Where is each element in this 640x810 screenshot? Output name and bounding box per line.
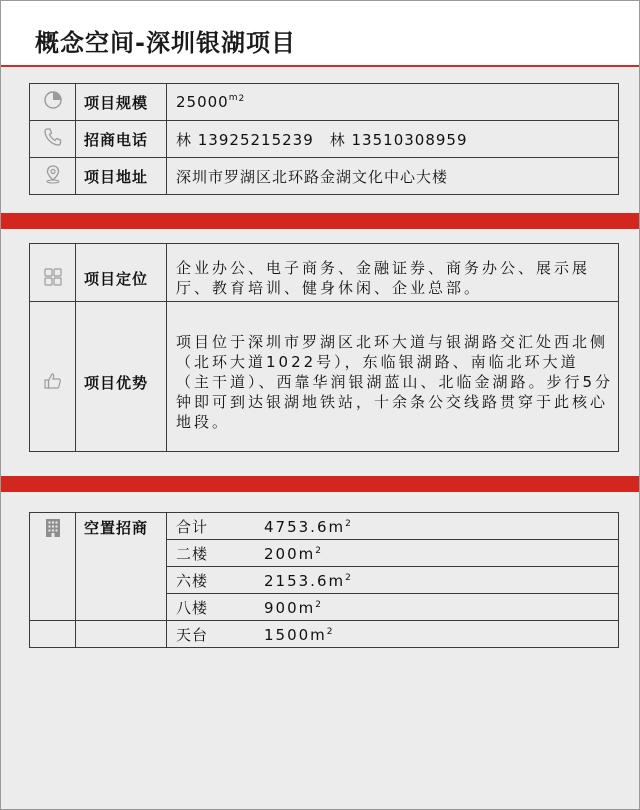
vacancy-table	[29, 512, 619, 648]
red-band	[1, 213, 639, 229]
phone-icon	[43, 127, 63, 147]
page-title: 概念空间-深圳银湖项目	[35, 29, 296, 57]
vacancy-row-2f: 二楼 $200m^2$	[167, 540, 619, 567]
address-label: 项目地址	[76, 158, 167, 195]
location-pin-icon	[43, 164, 63, 184]
basic-info-section	[1, 69, 639, 213]
basic-info-table	[29, 83, 619, 195]
header	[1, 1, 639, 65]
address-value: 深圳市罗湖区北环路金湖文化中心大楼	[167, 158, 619, 195]
advantage-value: 项目位于深圳市罗湖区北环大道与银湖路交汇处西北侧（北环大道1022号），东临银湖路、南临北环大道（主干道）、西靠华润银湖蓝山、北临金湖路。步行5分钟即可到达银湖地铁站，十余条公交线路贯穿于此核心地段。	[167, 302, 619, 452]
table-row	[30, 244, 619, 302]
phone-label: 招商电话	[76, 121, 167, 158]
vacancy-section	[1, 492, 639, 809]
description-section	[1, 229, 639, 476]
vacancy-row-total: 合计 $4753.6m^2$	[167, 513, 619, 540]
table-row	[30, 302, 619, 452]
scale-value: $25000^{m2}$	[167, 84, 619, 121]
header-divider	[1, 65, 639, 67]
vacancy-label: 空置招商	[76, 513, 167, 621]
table-row	[30, 158, 619, 195]
phone-value: 林 13925215239 林 13510308959	[167, 121, 619, 158]
advantage-label: 项目优势	[76, 302, 167, 452]
description-table	[29, 243, 619, 452]
red-band	[1, 476, 639, 492]
building-icon	[43, 518, 63, 538]
scale-label: 项目规模	[76, 84, 167, 121]
table-row	[30, 513, 619, 540]
positioning-label: 项目定位	[76, 244, 167, 302]
grid-apps-icon	[43, 267, 63, 287]
thumbs-up-icon	[43, 371, 63, 391]
pie-chart-icon	[43, 90, 63, 110]
table-row	[30, 621, 619, 648]
vacancy-row-8f: 八楼 $900m^2$	[167, 594, 619, 621]
table-row	[30, 84, 619, 121]
table-row	[30, 121, 619, 158]
positioning-value: 企业办公、电子商务、金融证券、商务办公、展示展厅、教育培训、健身休闲、企业总部。	[167, 244, 619, 302]
vacancy-row-6f: 六楼 $2153.6m^2$	[167, 567, 619, 594]
vacancy-row-roof: 天台 $1500m^2$	[167, 621, 619, 648]
